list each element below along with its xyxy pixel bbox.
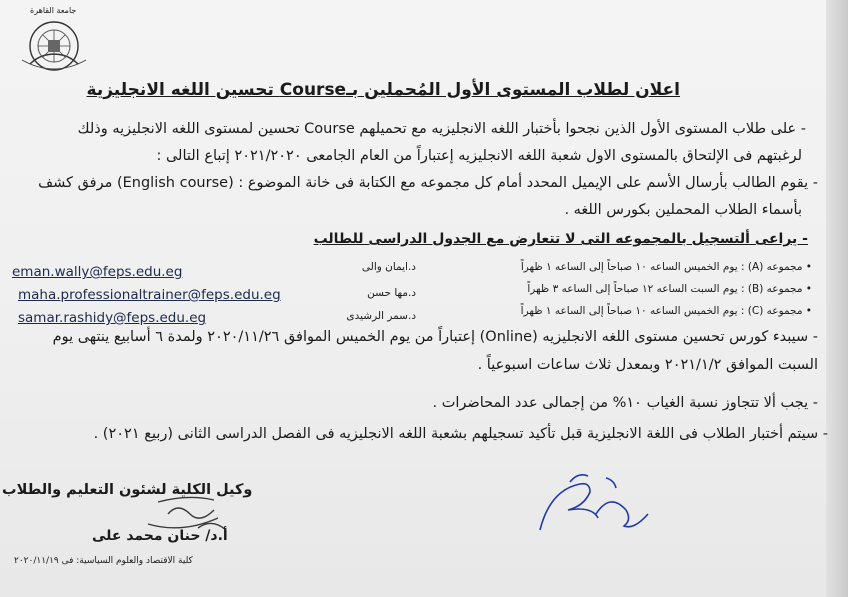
registration-subheading: - يراعى ألتسجيل بالمجموعه التى لا تتعارض مع الجدول الدراسى للطالب xyxy=(313,231,808,247)
group-c-email-link[interactable]: samar.rashidy@feps.edu.eg xyxy=(18,310,207,326)
body-line-6: السبت الموافق ٢٠٢١/١/٢ وبمعدل ثلاث ساعات اسبوعياً . xyxy=(477,357,818,373)
body-line-2: لرغبتهم فى الإلتحاق بالمستوى الاول شعبة اللغه الانجليزيه إعتباراً من العام الجامعى ٢٠٢١/٢٠٢٠ إتباع التالى : xyxy=(156,148,802,164)
group-c: • مجموعه (C) : يوم الخميس الساعه ١٠ صباحاً إلى الساعه ١ ظهراً xyxy=(520,305,812,317)
body-line-1: - على طلاب المستوى الأول الذين نجحوا بأختبار اللغه الانجليزيه مع تحميلهم Course تحسين لمستوى اللغه الانجليزيه وذلك xyxy=(77,121,806,137)
group-a: • مجموعه (A) : يوم الخميس الساعه ١٠ صباحاً إلى الساعه ١ ظهراً xyxy=(520,261,812,273)
handwritten-signature xyxy=(510,468,660,548)
body-line-8: - سيتم أختبار الطلاب فى اللغة الانجليزية قبل تأكيد تسجيلهم بشعبة اللغه الانجليزيه فى الفصل الدراسى الثانى (ربيع ٢٠٢١) . xyxy=(93,426,828,442)
footnote: كلية الاقتصاد والعلوم السياسية: فى ٢٠٢٠/١١/١٩ xyxy=(14,556,193,566)
page-title: اعلان لطلاب المستوى الأول المُحملين بـCourse تحسين اللغه الانجليزية xyxy=(86,80,680,100)
group-a-email-link[interactable]: eman.wally@feps.edu.eg xyxy=(12,264,183,280)
group-b-instructor: د.مها حسن xyxy=(367,287,416,299)
logo-caption: جامعة القاهرة xyxy=(30,6,77,15)
dean-name: أ.د/ حنان محمد على xyxy=(92,528,228,544)
body-line-4: بأسماء الطلاب المحملين بكورس اللغه . xyxy=(564,202,802,218)
paper-fold xyxy=(826,0,848,597)
body-line-3: - يقوم الطالب بأرسال الأسم على الإيميل المحدد أمام كل مجموعه مع الكتابة فى خانة الموضوع : (English course) مرفق كشف xyxy=(38,175,818,191)
group-c-instructor: د.سمر الرشيدى xyxy=(346,310,416,322)
body-line-7: - يجب ألا تتجاوز نسبة الغياب ١٠% من إجمالى عدد المحاضرات . xyxy=(432,395,818,411)
dean-title: وكيل الكلية لشئون التعليم والطلاب xyxy=(2,482,253,498)
group-b: • مجموعه (B) : يوم السبت الساعه ١٢ صباحاً إلى الساعه ٣ ظهراً xyxy=(527,283,812,295)
group-b-email-link[interactable]: maha.professionaltrainer@feps.edu.eg xyxy=(18,287,281,303)
body-line-5: - سيبدء كورس تحسين مستوى اللغه الانجليزيه (Online) إعتباراً من يوم الخميس الموافق ٢٠٢٠/١١/٢٦ ولمدة ٦ أسابيع ينتهى يوم xyxy=(52,329,818,345)
group-a-instructor: د.ايمان والى xyxy=(361,261,416,273)
university-seal-icon xyxy=(8,4,100,78)
